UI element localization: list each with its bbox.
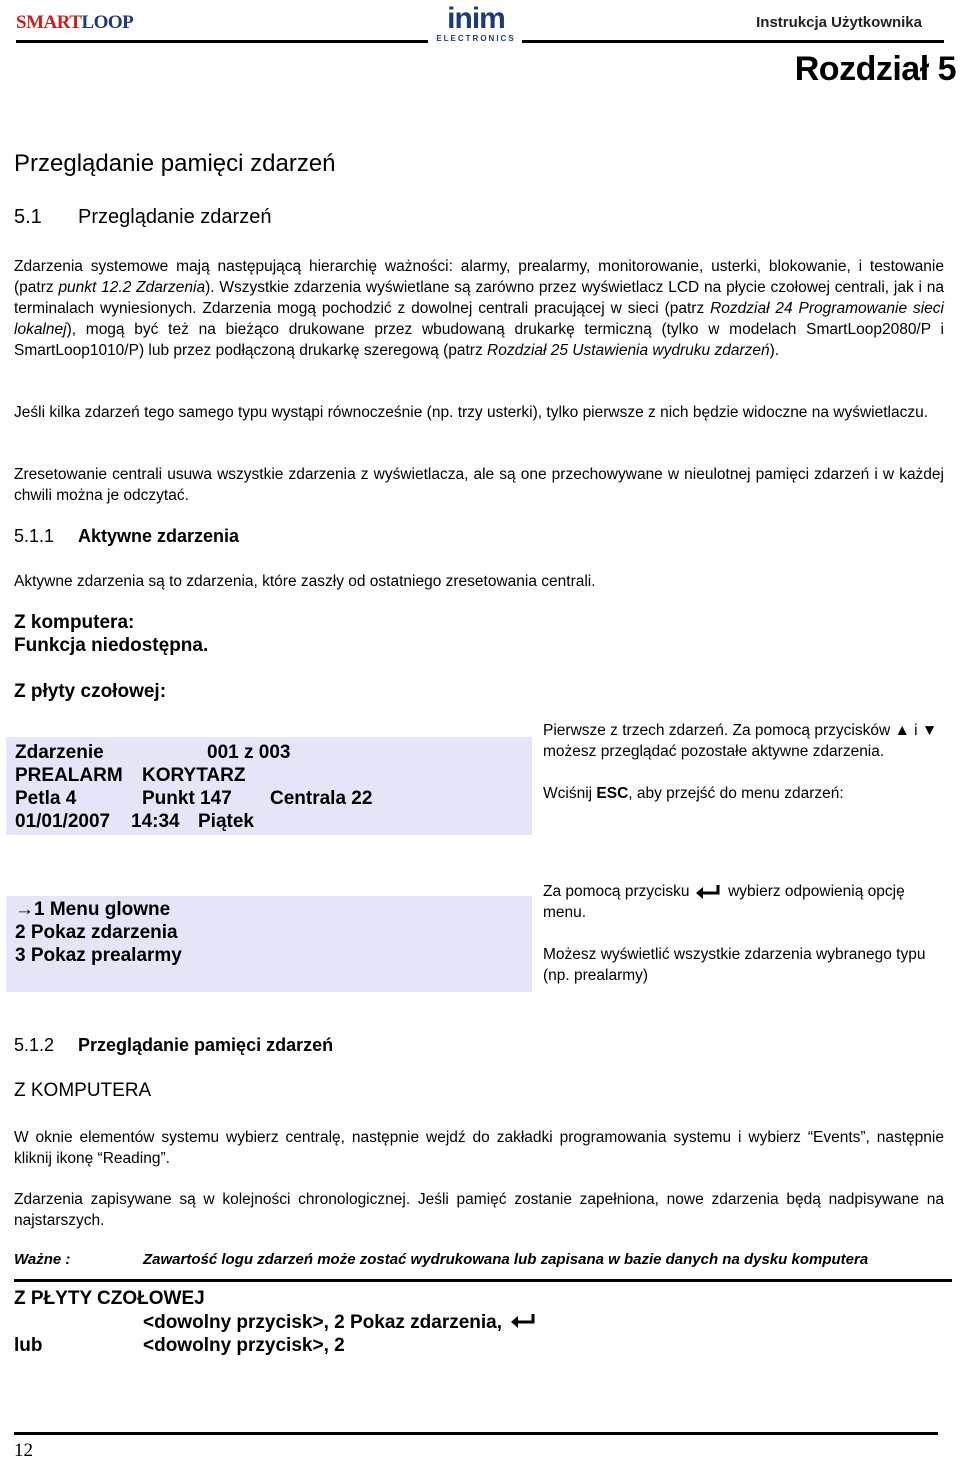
side-note-event [543, 720, 943, 825]
lcd-text: KORYTARZ [142, 765, 246, 786]
note-label: Ważne : [14, 1251, 71, 1268]
note-rule [14, 1279, 952, 1282]
side-note-para [543, 783, 943, 804]
inim-logo [436, 4, 516, 43]
para1-text-a: Zdarzenia systemowe mają następującą hierarchię ważności: alarmy, prealarmy, monitorowanie, usterki, blokowanie, i testowanie (patrz [14, 258, 944, 296]
side-note-para [543, 881, 943, 923]
esc-key-label: ESC [596, 785, 629, 802]
lcd-menu-item: 3 Pokaz prealarmy [15, 945, 182, 966]
side-note-menu [543, 881, 943, 1007]
ref-link-24: Rozdział 24 Programowanie sieci lokalnej [14, 300, 944, 338]
side-text: wybierz odpowienią opcję menu. [543, 883, 905, 921]
key-path-2: <dowolny przycisk>, 2 [143, 1335, 345, 1356]
lcd-text: PREALARM [15, 765, 123, 786]
para1-text-b: ). Wszystkie zdarzenia wyświetlane są zarówno przez wyświetlacz LCD na płycie czołowej centrali, jak i na terminalach wyniesionych. Zdarzenia mogą pochodzić z dowolnej centrali pracującej w sieci (patrz [14, 279, 944, 317]
lcd-text: 14:34 [131, 811, 180, 832]
from-panel-upper-label: Z PŁYTY CZOŁOWEJ [14, 1288, 205, 1309]
arrow-down-icon: ▼ [921, 722, 938, 739]
lcd-text: Piątek [198, 811, 254, 832]
key-path-text: <dowolny przycisk>, 2 Pokaz zdarzenia, [143, 1312, 503, 1333]
arrow-up-icon: ▲ [894, 722, 910, 739]
lcd-display-event [6, 737, 532, 835]
side-text: Za pomocą przycisku [543, 883, 690, 900]
lcd-menu-item: →1 Menu glowne [15, 899, 171, 920]
lcd-row [15, 810, 523, 833]
page-title: Przeglądanie pamięci zdarzeń [14, 150, 336, 177]
section-number: 5.1.1 [14, 526, 55, 546]
paragraph-pc-steps: W oknie elementów systemu wybierz centralę, następnie wejdź do zakładki programowania systemu i wybierz “Events”, następnie kliknij ikonę “Reading”. [14, 1129, 944, 1167]
section-title: Aktywne zdarzenia [78, 526, 240, 546]
side-text: Pierwsze z trzech zdarzeń. Za pomocą przycisków [543, 722, 895, 739]
section-number: 5.1 [14, 206, 42, 228]
chapter-title: Rozdział 5 [794, 50, 956, 88]
section-5-1-heading [14, 206, 271, 229]
lcd-text: 01/01/2007 [15, 811, 111, 832]
logo-smart-text: SMART [16, 12, 82, 33]
manual-title: Instrukcja Użytkownika [756, 14, 922, 31]
or-label: lub [14, 1335, 43, 1356]
enter-key-icon [694, 883, 724, 901]
page-number: 12 [14, 1440, 33, 1458]
lcd-row [15, 764, 523, 787]
para1-text-c: ), mogą być też na bieżąco drukowane przez wbudowaną drukarkę termiczną (tylko w modelach SmartLoop2080/P i SmartLoop1010/P) lub przez podłączoną drukarkę szeregową (patrz [14, 321, 944, 359]
para1-text-d: ). [769, 342, 780, 359]
paragraph-reset: Zresetowanie centrali usuwa wszystkie zdarzenia z wyświetlacza, ale są one przechowywane w nieulotnej pamięci zdarzeń i w każdej chwili można je odczytać. [14, 466, 944, 504]
section-number: 5.1.2 [14, 1035, 55, 1055]
ref-link-12-2: punkt 12.2 Zdarzenia [58, 279, 206, 296]
paragraph-hierarchy [14, 256, 944, 361]
footer-rule [14, 1432, 938, 1435]
enter-key-icon [509, 1312, 539, 1330]
ref-link-25: Rozdział 25 Ustawienia wydruku zdarzeń [487, 342, 770, 359]
not-available-label: Funkcja niedostępna. [14, 635, 209, 656]
section-5-1-2-heading [14, 1035, 333, 1056]
section-5-1-1-heading [14, 526, 239, 547]
lcd-text: 001 z 003 [207, 742, 291, 763]
lcd-text: Centrala 22 [270, 788, 373, 809]
from-pc-label: Z komputera: [14, 612, 135, 633]
key-path-1 [143, 1312, 539, 1334]
lcd-display-menu [6, 896, 532, 992]
side-note-para: Możesz wyświetlić wszystkie zdarzenia wybranego typu (np. prealarmy) [543, 946, 926, 984]
logo-loop-text: LOOP [81, 12, 134, 33]
lcd-text: Petla 4 [15, 788, 77, 809]
side-note-para [543, 720, 943, 762]
note-text: Zawartość logu zdarzeń może zostać wydrukowana lub zapisana w bazie danych na dysku komputera [143, 1251, 869, 1268]
section-title: Przeglądanie zdarzeń [78, 206, 272, 228]
side-text: możesz przeglądać pozostałe aktywne zdarzenia. [543, 743, 885, 760]
lcd-text: Zdarzenie [15, 742, 104, 763]
paragraph-chronological: Zdarzenia zapisywane są w kolejności chronologicznej. Jeśli pamięć zostanie zapełniona, nowe zdarzenia będą nadpisywane na najstarszych. [14, 1191, 944, 1229]
lcd-menu-item: 2 Pokaz zdarzenia [15, 922, 178, 943]
lcd-row [15, 787, 523, 810]
header-rule-right [522, 40, 944, 43]
side-text: , aby przejść do menu zdarzeń: [628, 785, 844, 802]
from-panel-label: Z płyty czołowej: [14, 681, 167, 702]
lcd-text: Punkt 147 [142, 788, 232, 809]
from-pc-upper-label: Z KOMPUTERA [14, 1080, 152, 1101]
side-text: i [909, 722, 922, 739]
inim-brand-text: inim [447, 2, 505, 35]
smartloop-logo [16, 12, 133, 34]
paragraph-active-events: Aktywne zdarzenia są to zdarzenia, które zaszły od ostatniego zresetowania centrali. [14, 573, 596, 590]
inim-sub-text: ELECTRONICS [436, 34, 516, 43]
header-rule-left [16, 40, 428, 43]
side-text: Wciśnij [543, 785, 597, 802]
paragraph-simultaneous: Jeśli kilka zdarzeń tego samego typu wystąpi równocześnie (np. trzy usterki), tylko pierwsze z nich będzie widoczne na wyświetlaczu. [14, 404, 929, 421]
section-title: Przeglądanie pamięci zdarzeń [78, 1035, 334, 1055]
lcd-row [15, 741, 523, 764]
